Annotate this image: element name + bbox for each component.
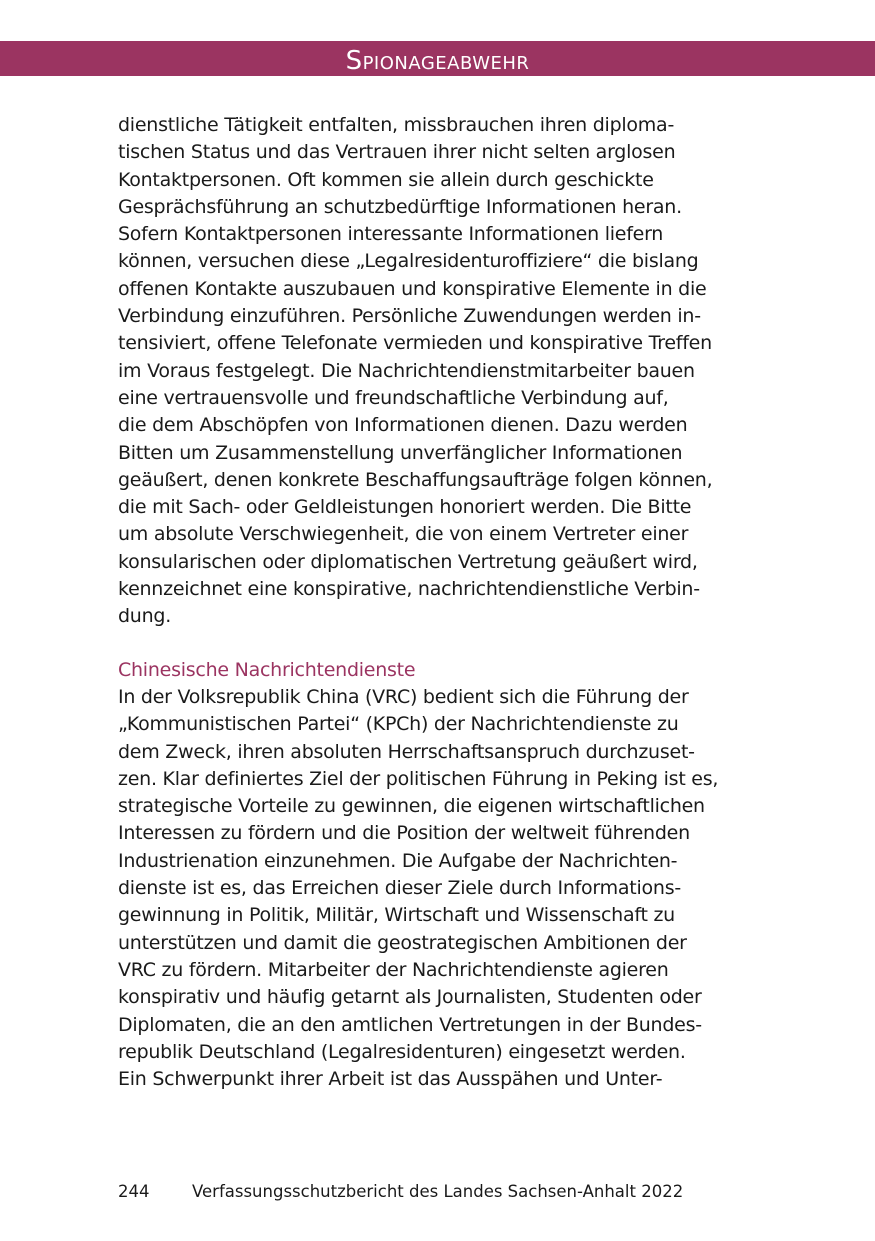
text-line: Bitten um Zusammenstellung unverfänglicher Informationen (118, 441, 683, 464)
text-line: Industrienation einzunehmen. Die Aufgabe der Nachrichten- (118, 849, 678, 872)
paragraph-gap (118, 631, 758, 657)
text-line: Ein Schwerpunkt ihrer Arbeit ist das Ausspähen und Unter- (118, 1068, 663, 1091)
header-band (0, 41, 875, 76)
section-heading: Chinesische Nachrichtendienste (118, 658, 416, 681)
text-line: können, versuchen diese „Legalresidenturoffiziere“ die bislang (118, 250, 699, 273)
text-line: eine vertrauensvolle und freundschaftliche Verbindung auf, (118, 386, 669, 409)
text-line: gewinnung in Politik, Militär, Wirtschaft und Wissenschaft zu (118, 904, 675, 927)
text-line: die dem Abschöpfen von Informationen dienen. Dazu werden (118, 414, 688, 437)
text-line: Gesprächsführung an schutzbedürftige Informationen heran. (118, 195, 682, 218)
page-footer (118, 1180, 683, 1204)
text-line: dem Zweck, ihren absoluten Herrschaftsanspruch durchzuset- (118, 740, 695, 763)
text-line: die mit Sach- oder Geldleistungen honoriert werden. Die Bitte (118, 496, 692, 519)
text-line: strategische Vorteile zu gewinnen, die eigenen wirtschaftlichen (118, 795, 705, 818)
text-line: „Kommunistischen Partei“ (KPCh) der Nachrichtendienste zu (118, 713, 679, 736)
page-number: 244 (118, 1182, 150, 1201)
text-line: Diplomaten, die an den amtlichen Vertretungen in der Bundes- (118, 1013, 702, 1036)
text-line: konspirativ und häufig getarnt als Journalisten, Studenten oder (118, 986, 702, 1009)
text-line: konsularischen oder diplomatischen Vertretung geäußert wird, (118, 550, 698, 573)
main-content (118, 112, 758, 1093)
text-line: republik Deutschland (Legalresidenturen) eingesetzt werden. (118, 1040, 686, 1063)
text-line: tischen Status und das Vertrauen ihrer nicht selten arglosen (118, 141, 676, 164)
text-line: In der Volksrepublik China (VRC) bedient sich die Führung der (118, 685, 689, 708)
text-line: VRC zu fördern. Mitarbeiter der Nachrichtendienste agieren (118, 958, 669, 981)
text-line: dung. (118, 605, 171, 628)
text-line: zen. Klar definiertes Ziel der politischen Führung in Peking ist es, (118, 767, 719, 790)
text-line: Kontaktpersonen. Oft kommen sie allein durch geschickte (118, 168, 654, 191)
text-line: offenen Kontakte auszubauen und konspirative Elemente in die (118, 277, 707, 300)
text-line: Sofern Kontaktpersonen interessante Informationen liefern (118, 223, 664, 246)
paragraph-2 (118, 684, 758, 1093)
text-line: um absolute Verschwiegenheit, die von einem Vertreter einer (118, 523, 689, 546)
publication-title: Verfassungsschutzbericht des Landes Sachsen-Anhalt 2022 (192, 1182, 684, 1201)
text-line: dienste ist es, das Erreichen dieser Ziele durch Informations- (118, 877, 681, 900)
text-line: geäußert, denen konkrete Beschaffungsaufträge folgen können, (118, 468, 713, 491)
text-line: dienstliche Tätigkeit entfalten, missbrauchen ihren diploma- (118, 114, 675, 136)
page-title: Spionageabwehr (345, 46, 530, 76)
text-line: tensiviert, offene Telefonate vermieden und konspirative Treffen (118, 332, 712, 355)
text-line: unterstützen und damit die geostrategischen Ambitionen der (118, 931, 687, 954)
text-line: kennzeichnet eine konspirative, nachrichtendienstliche Verbin- (118, 578, 700, 601)
text-line: im Voraus festgelegt. Die Nachrichtendienstmitarbeiter bauen (118, 359, 695, 382)
text-line: Interessen zu fördern und die Position der weltweit führenden (118, 822, 690, 845)
text-line: Verbindung einzuführen. Persönliche Zuwendungen werden in- (118, 305, 701, 328)
paragraph-1 (118, 112, 758, 631)
